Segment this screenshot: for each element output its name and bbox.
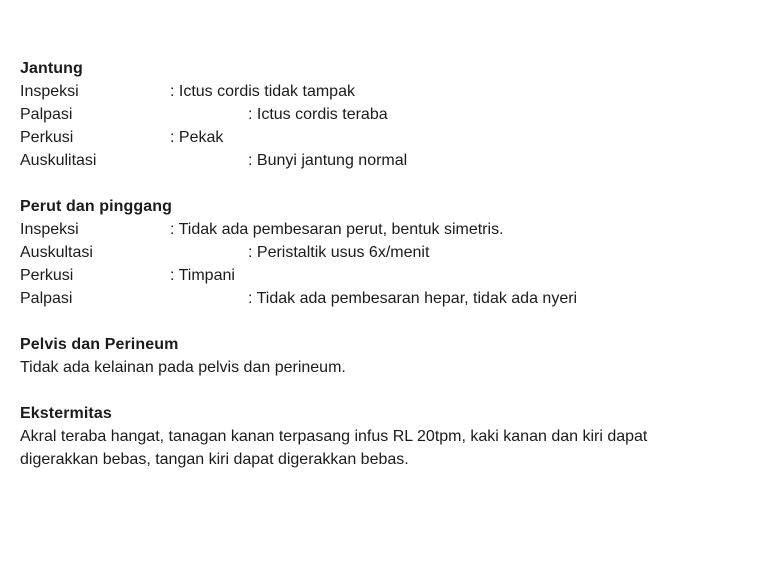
section-heading: Pelvis dan Perineum <box>20 336 179 353</box>
section <box>20 195 720 310</box>
exam-row <box>20 126 720 149</box>
exam-value: : Ictus cordis tidak tampak <box>170 83 355 100</box>
exam-label: Inspeksi <box>20 83 79 100</box>
exam-label: Perkusi <box>20 267 74 284</box>
section-heading: Perut dan pinggang <box>20 198 173 215</box>
exam-label: Inspeksi <box>20 221 79 238</box>
exam-value: : Pekak <box>170 129 224 146</box>
exam-row <box>20 241 720 264</box>
exam-value: : Timpani <box>170 267 235 284</box>
section-paragraph: Tidak ada kelainan pada pelvis dan perineum. <box>20 359 346 376</box>
section-heading: Jantung <box>20 60 83 77</box>
section <box>20 333 720 379</box>
section-heading: Ekstermitas <box>20 405 112 422</box>
exam-label: Palpasi <box>20 106 73 123</box>
exam-label: Palpasi <box>20 290 73 307</box>
exam-value: : Tidak ada pembesaran hepar, tidak ada nyeri <box>248 290 578 307</box>
document-content <box>20 57 720 471</box>
exam-label: Auskultasi <box>20 244 93 261</box>
exam-row <box>20 264 720 287</box>
exam-row <box>20 149 720 172</box>
exam-value: : Bunyi jantung normal <box>248 152 408 169</box>
exam-value: : Tidak ada pembesaran perut, bentuk simetris. <box>170 221 504 238</box>
exam-value: : Ictus cordis teraba <box>248 106 388 123</box>
section-paragraph: Akral teraba hangat, tanagan kanan terpasang infus RL 20tpm, kaki kanan dan kiri dapat digerakkan bebas, tangan kiri dapat digerakkan bebas. <box>20 428 648 468</box>
exam-row <box>20 287 720 310</box>
exam-label: Auskulitasi <box>20 152 97 169</box>
exam-label: Perkusi <box>20 129 74 146</box>
exam-row <box>20 80 720 103</box>
exam-row <box>20 103 720 126</box>
section <box>20 402 720 471</box>
section <box>20 57 720 172</box>
exam-value: : Peristaltik usus 6x/menit <box>248 244 430 261</box>
exam-row <box>20 218 720 241</box>
